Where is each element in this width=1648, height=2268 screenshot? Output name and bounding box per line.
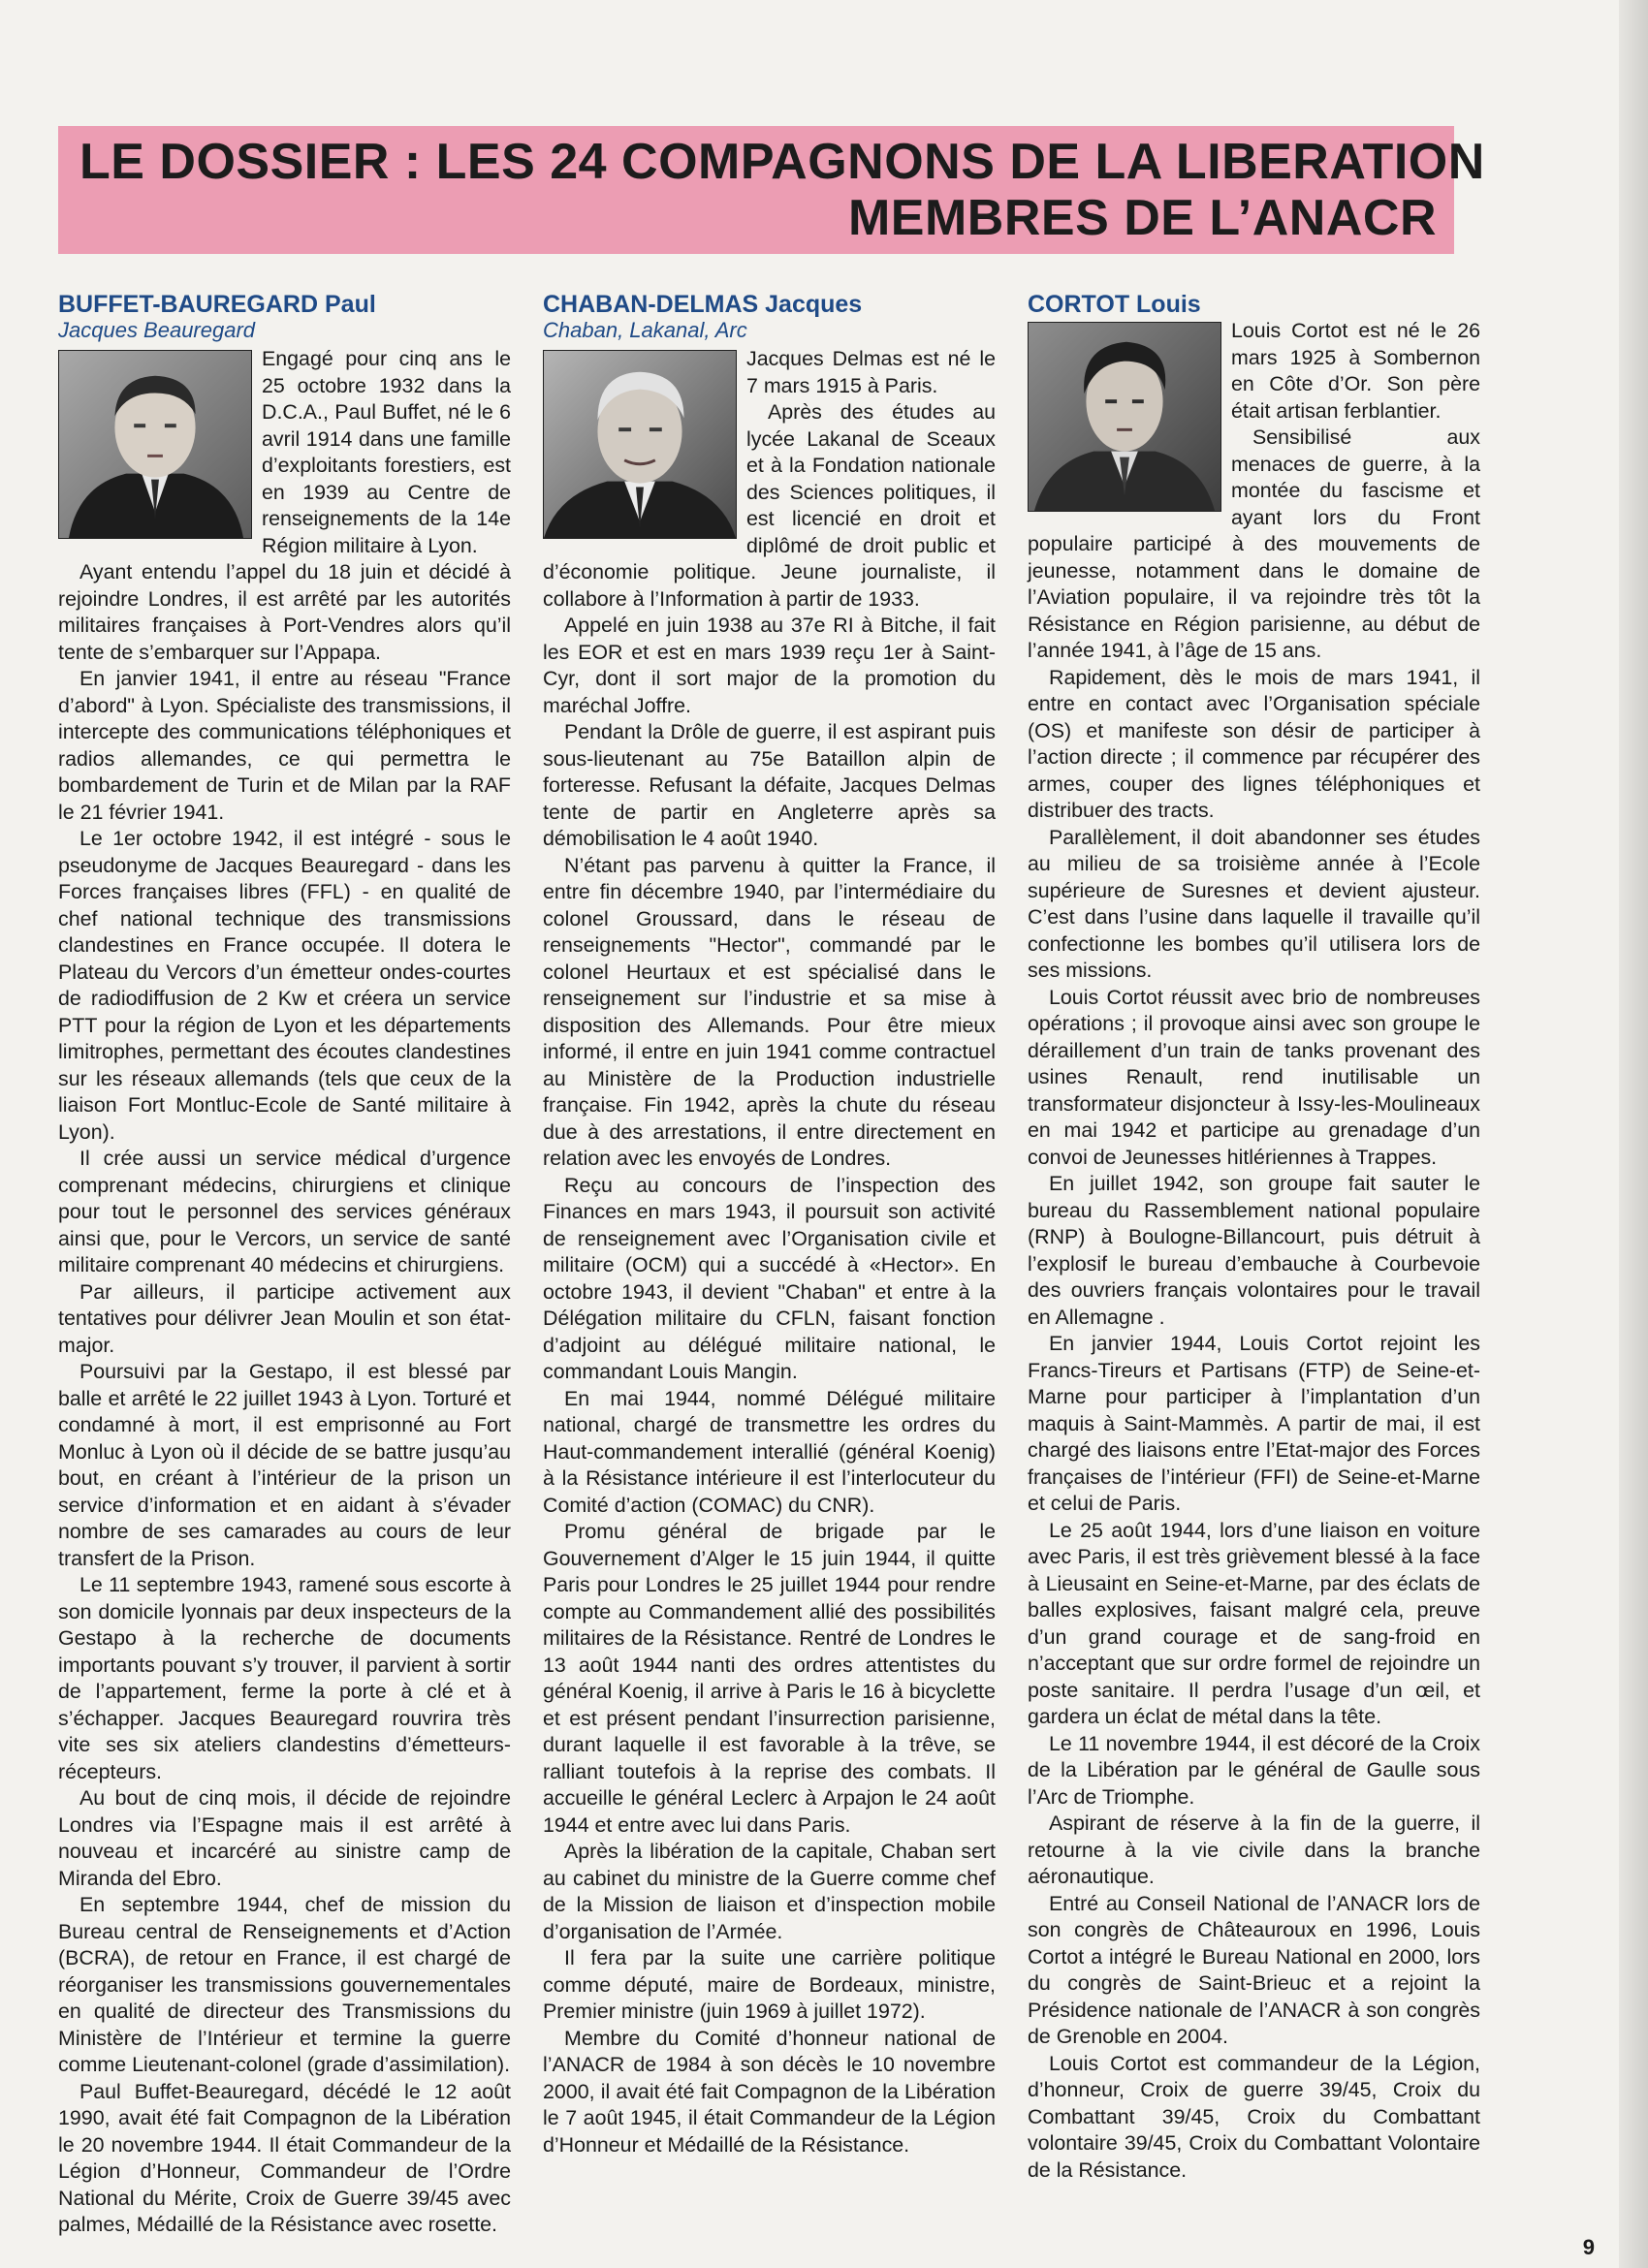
article-paragraph: Le 1er octobre 1942, il est intégré - sous le pseudonyme de Jacques Beauregard - dans les Forces françaises libres (FFL) - en qualité de chef national technique des transmissions clandestines en France occupée. Il dotera le Plateau du Vercors d’un émetteur ondes-courtes de radiodiffusion de 2 Kw et créera un service PTT pour la région de Lyon et les départements limitrophes, permettant des écoutes clandestines sur les réseaux allemands (tels que ceux de la liaison Fort Montluc-Ecole de Santé militaire à Lyon). <box>58 827 511 1144</box>
article-paragraph: Jacques Delmas est né le 7 mars 1915 à Paris. <box>746 347 996 397</box>
article-paragraph: Louis Cortot est né le 26 mars 1925 à Sombernon en Côte d’Or. Son père était artisan ferblantier. <box>1231 319 1480 423</box>
article-paragraph: Il crée aussi un service médical d’urgence comprenant médecins, chirurgiens et clinique pour tout le personnel des services généraux ainsi que, pour le Vercors, un service de santé militaire comprenant 40 médecins et chirurgiens. <box>58 1147 511 1276</box>
portrait-photo <box>543 350 737 539</box>
article-paragraph: Au bout de cinq mois, il décide de rejoindre Londres via l’Espagne mais il est arrêté à nouveau et incarcéré au sinistre camp de Miranda del Ebro. <box>58 1786 511 1890</box>
article-alias: Jacques Beauregard <box>58 318 256 342</box>
article-paragraph: Membre du Comité d’honneur national de l’ANACR de 1984 à son décès le 10 novembre 2000, il avait été fait Compagnon de la Libération le 7 août 1945, il était Commandeur de la Légion d’Honneur et Médaillé de la Résistance. <box>543 2026 996 2157</box>
article-paragraph: Après la libération de la capitale, Chaban sert au cabinet du ministre de la Guerre comme chef de la Mission de liaison et d’inspection mobile d’organisation de l’Armée. <box>543 1840 996 1943</box>
article-paragraph: Poursuivi par la Gestapo, il est blessé par balle et arrêté le 22 juillet 1943 à Lyon. Torturé et condamné à mort, il est emprisonné au Fort Monluc à Lyon où il décide de se battre jusqu’au bout, en créant à l’intérieur de la prison un service d’information et en aidant à s’évader nombre de ses camarades au cours de leur transfert de la Prison. <box>58 1360 511 1570</box>
article-paragraph: Paul Buffet-Beauregard, décédé le 12 août 1990, avait été fait Compagnon de la Libération le 20 novembre 1944. Il était Commandeur de la Légion d’Honneur, Commandeur de l’Ordre National du Mérite, Croix de Guerre 39/45 avec palmes, Médaillé de la Résistance avec rosette. <box>58 2079 511 2236</box>
article-paragraph: En juillet 1942, son groupe fait sauter le bureau du Rassemblement national populaire (RNP) à Boulogne-Billancourt, puis détruit à l’explosif le bureau d’embauche à Courbevoie des ouvriers français volontaires pour le travail en Allemagne . <box>1028 1172 1480 1329</box>
article-paragraph: Louis Cortot réussit avec brio de nombreuses opérations ; il provoque ainsi avec son groupe le déraillement d’un train de tanks provenant des usines Renault, rend inutilisable un transformateur disjoncteur à Issy-les-Moulineaux en mai 1942 et participe au grenadage d’un convoi de Jeunesses hitlériennes à Trappes. <box>1028 985 1480 1169</box>
article-paragraph: Le 25 août 1944, lors d’une liaison en voiture avec Paris, il est très grièvement blessé à la face à Lieusaint en Seine-et-Marne, par des éclats de balles explosives, faisant malgré cela, preuve d’un grand courage et de sang-froid en n’acceptant que sur ordre formel de rejoindre un poste sanitaire. Il perdra l’usage d’un œil, et gardera un éclat de métal dans la tête. <box>1028 1518 1480 1728</box>
article-paragraph: Le 11 novembre 1944, il est décoré de la Croix de la Libération par le général de Gaulle sous l’Arc de Triomphe. <box>1028 1731 1480 1809</box>
article-paragraph: En septembre 1944, chef de mission du Bureau central de Renseignements et d’Action (BCRA), de retour en France, il est chargé de réorganiser les transmissions gouvernementales en qualité de directeur des Transmissions du Ministère de l’Intérieur et termine la guerre comme Lieutenant-colonel (grade d’assimilation). <box>58 1893 511 2076</box>
portrait-chaban-image <box>544 351 736 538</box>
article-name: CORTOT Louis <box>1028 291 1201 318</box>
article-paragraph: Entré au Conseil National de l’ANACR lors de son congrès de Châteauroux en 1996, Louis Cortot a intégré le Bureau National en 2000, lors du congrès de Saint-Brieuc et a rejoint la Présidence nationale de l’ANACR à son congrès de Grenoble en 2004. <box>1028 1891 1480 2048</box>
page-number: 9 <box>1582 2235 1595 2259</box>
article-paragraph: Ayant entendu l’appel du 18 juin et décidé à rejoindre Londres, il est arrêté par les autorités militaires françaises à Port-Vendres alors qu’il tente de s’embarquer sur l’Appapa. <box>58 560 511 664</box>
portrait-buffet-image <box>59 351 251 538</box>
article-paragraph: Il fera par la suite une carrière politique comme député, maire de Bordeaux, ministre, Premier ministre (juin 1969 à juillet 1972). <box>543 1946 996 2023</box>
article-paragraph: Pendant la Drôle de guerre, il est aspirant puis sous-lieutenant au 75e Bataillon alpin de forteresse. Refusant la défaite, Jacques Delmas tente de partir en Angleterre après sa démobilisation le 4 août 1940. <box>543 720 996 850</box>
article-paragraph: Reçu au concours de l’inspection des Finances en mars 1943, il poursuit son activité de renseignement avec l’Organisation civile et militaire (OCM) qui a succédé à «Hector». En octobre 1943, il devient "Chaban" et entre à la Délégation militaire du CFLN, faisant fonction d’adjoint au délégué militaire national, le commandant Louis Mangin. <box>543 1173 996 1383</box>
article-paragraph: Aspirant de réserve à la fin de la guerre, il retourne à la vie civile dans la branche aéronautique. <box>1028 1811 1480 1888</box>
portrait-photo <box>1028 322 1221 512</box>
article-paragraph: N’étant pas parvenu à quitter la France, il entre fin décembre 1940, par l’intermédiaire du colonel Groussard, dans le réseau de renseignements "Hector", commandé par le colonel Heurtaux et est spécialisé dans le renseignement sur l’industrie et sa mise à disposition des Allemands. Pour être mieux informé, il entre en juin 1941 comme contractuel au Ministère de la Production industrielle française. Fin 1942, après la chute du réseau due à des arrestations, il entre directement en relation avec les envoyés de Londres. <box>543 853 996 1170</box>
article-paragraph: Engagé pour cinq ans le 25 octobre 1932 dans la D.C.A., Paul Buffet, né le 6 avril 1914 dans une famille d’exploitants forestiers, est en 1939 au Centre de renseignements de la 14e Région militaire à Lyon. <box>262 347 511 557</box>
article-paragraph: Après des études au lycée Lakanal de Sceaux et à la Fondation nationale des Sciences politiques, il est licencié en droit et diplômé de droit public et d’économie politique. Jeune journaliste, il collabore à l’Information à partir de 1933. <box>543 400 996 611</box>
article-paragraph: Rapidement, dès le mois de mars 1941, il entre en contact avec l’Organisation spéciale (OS) et manifeste son désir de participer à l’action directe ; il commence par récupérer des armes, couper des lignes téléphoniques et distribuer des tracts. <box>1028 665 1480 822</box>
article-name: CHABAN-DELMAS Jacques <box>543 291 863 318</box>
article-buffet-beauregard <box>58 291 511 2239</box>
page-edge <box>1619 0 1648 2268</box>
portrait-cortot-image <box>1029 323 1220 511</box>
dossier-title-line1: LE DOSSIER : LES 24 COMPAGNONS DE LA LIBERATION <box>79 134 1485 190</box>
article-paragraph: En janvier 1941, il entre au réseau "France d’abord" à Lyon. Spécialiste des transmissions, il intercepte des communications téléphoniques et radios allemandes, ce qui permettra le bombardement de Turin et de Milan par la RAF le 21 février 1941. <box>58 667 511 824</box>
article-paragraph: Par ailleurs, il participe activement aux tentatives pour délivrer Jean Moulin et son état-major. <box>58 1279 511 1357</box>
article-paragraph: Sensibilisé aux menaces de guerre, à la montée du fascisme et ayant lors du Front populaire participé à des mouvements de jeunesse, notamment dans le domaine de l’Aviation populaire, il va rejoindre très tôt la Résistance en Région parisienne, au début de l’année 1941, à l’âge de 15 ans. <box>1028 425 1480 662</box>
article-paragraph: Louis Cortot est commandeur de la Légion, d’honneur, Croix de guerre 39/45, Croix du Combattant 39/45, Croix du Combattant volontaire 39/45, Croix du Combattant Volontaire de la Résistance. <box>1028 2051 1480 2182</box>
article-paragraph: Promu général de brigade par le Gouvernement d’Alger le 15 juin 1944, il quitte Paris pour Londres le 25 juillet 1944 pour rendre compte au Commandement allié des possibilités militaires de la Résistance. Rentré de Londres le 13 août 1944 nanti des ordres attentistes du général Koenig, il arrive à Paris le 16 à bicyclette et est présent pendant l’insurrection parisienne, durant laquelle il est favorable à la trêve, se ralliant toutefois à la reprise des combats. Il accueille le général Leclerc à Arpajon le 24 août 1944 et entre avec lui dans Paris. <box>543 1520 996 1837</box>
article-paragraph: Le 11 septembre 1943, ramené sous escorte à son domicile lyonnais par deux inspecteurs de la Gestapo à la recherche de documents importants pouvant s’y trouver, il parvient à sortir de l’appartement, ferme la porte à clé et à s’échapper. Jacques Beauregard rouvrira très vite ses six ateliers clandestins d’émetteurs-récepteurs. <box>58 1573 511 1783</box>
dossier-title-line2: MEMBRES DE L’ANACR <box>847 190 1437 246</box>
dossier-title-banner <box>58 126 1485 254</box>
portrait-photo <box>58 350 252 539</box>
article-paragraph: Appelé en juin 1938 au 37e RI à Bitche, il fait les EOR et est en mars 1939 reçu 1er à Saint-Cyr, dont il sort major de la promotion du maréchal Joffre. <box>543 614 996 717</box>
article-alias: Chaban, Lakanal, Arc <box>543 318 747 342</box>
article-cortot <box>1028 291 1480 2184</box>
article-paragraph: En janvier 1944, Louis Cortot rejoint les Francs-Tireurs et Partisans (FTP) de Seine-et-Marne pour participer à l’implantation d’un maquis à Saint-Mammès. A partir de mai, il est chargé des liaisons entre l’Etat-major des Forces françaises de l’intérieur (FFI) de Seine-et-Marne et celui de Paris. <box>1028 1332 1480 1515</box>
article-paragraph: Parallèlement, il doit abandonner ses études au milieu de sa troisième année à l’Ecole supérieure de Suresnes et devient ajusteur. C’est dans l’usine dans laquelle il travaille qu’il confectionne les bombes qu’il utilisera lors de ses missions. <box>1028 825 1480 982</box>
article-paragraph: En mai 1944, nommé Délégué militaire national, chargé de transmettre les ordres du Haut-commandement interallié (général Koenig) à la Résistance intérieure il est l’interlocuteur du Comité d’action (COMAC) du CNR). <box>543 1386 996 1517</box>
article-name: BUFFET-BAUREGARD Paul <box>58 291 376 318</box>
article-chaban-delmas <box>543 291 996 2158</box>
